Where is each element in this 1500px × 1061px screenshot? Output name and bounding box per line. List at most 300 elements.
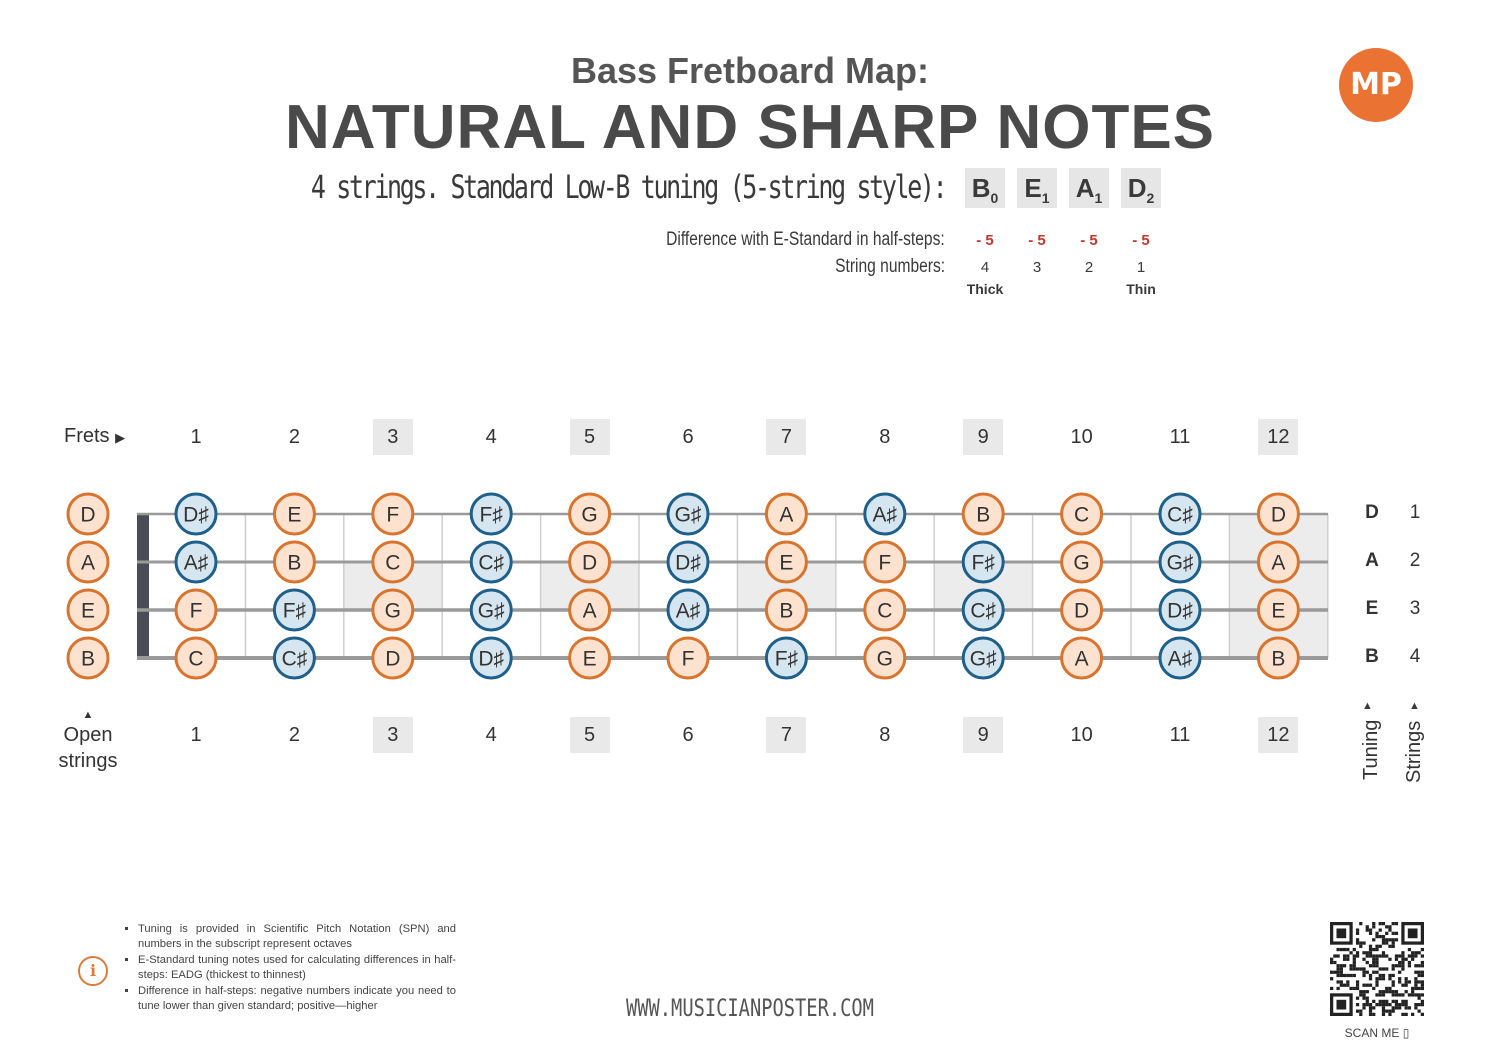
qr-module (1369, 948, 1372, 951)
qr-module (1362, 941, 1365, 944)
open-string-note-label: D (80, 503, 96, 527)
qr-module (1375, 945, 1378, 948)
fret-note-label: F♯ (971, 551, 995, 575)
frets-label: Frets ▶ (64, 425, 126, 447)
fret-number: 10 (1070, 426, 1093, 448)
qr-module (1385, 990, 1388, 993)
qr-module (1421, 971, 1424, 974)
fret-number: 8 (879, 426, 891, 448)
qr-module (1395, 958, 1398, 961)
qr-module (1353, 964, 1356, 967)
qr-module (1356, 967, 1359, 970)
qr-module (1382, 977, 1385, 980)
qr-module (1343, 984, 1346, 987)
qr-module (1418, 1010, 1421, 1013)
qr-module (1336, 974, 1339, 977)
qr-module (1362, 1006, 1365, 1009)
qr-module (1372, 961, 1375, 964)
qr-module (1401, 954, 1404, 957)
qr-module (1418, 993, 1421, 996)
diff-value: - 5 (1028, 232, 1046, 249)
string-number-side: 3 (1409, 598, 1421, 619)
fret-number: 11 (1169, 724, 1191, 746)
qr-module (1405, 1006, 1408, 1009)
qr-module (1408, 961, 1411, 964)
qr-module (1375, 980, 1378, 983)
qr-module (1359, 922, 1362, 925)
qr-module (1418, 971, 1421, 974)
qr-finder (1336, 1000, 1346, 1010)
qr-module (1336, 948, 1339, 951)
qr-module (1392, 1010, 1395, 1013)
fret-note-label: B (1271, 647, 1286, 671)
qr-module (1418, 964, 1421, 967)
qr-module (1385, 1010, 1388, 1013)
fret-number: 3 (373, 717, 413, 753)
qr-module (1356, 932, 1359, 935)
fret-note-label: G (581, 503, 598, 527)
qr-module (1379, 993, 1382, 996)
qr-module (1388, 928, 1391, 931)
fret-number: 12 (1258, 419, 1298, 455)
qr-module (1369, 932, 1372, 935)
qr-module (1340, 967, 1343, 970)
qr-module (1369, 964, 1372, 967)
qr-module (1349, 967, 1352, 970)
qr-module (1369, 928, 1372, 931)
qr-module (1382, 938, 1385, 941)
qr-module (1372, 987, 1375, 990)
qr-module (1398, 1006, 1401, 1009)
tuning-note: E (1024, 173, 1042, 203)
qr-module (1353, 967, 1356, 970)
string-number-side: 2 (1409, 550, 1421, 571)
qr-module (1392, 984, 1395, 987)
qr-module (1418, 951, 1421, 954)
fret-note-label: E (1271, 599, 1286, 623)
qr-module (1421, 948, 1424, 951)
qr-module (1366, 984, 1369, 987)
fret-note-label: D (582, 551, 598, 575)
qr-module (1353, 974, 1356, 977)
qr-module (1362, 984, 1365, 987)
qr-module (1353, 948, 1356, 951)
qr-module (1414, 954, 1417, 957)
qr-module (1366, 1003, 1369, 1006)
qr-module (1375, 932, 1378, 935)
qr-module (1421, 987, 1424, 990)
qr-module (1379, 967, 1382, 970)
qr-module (1388, 974, 1391, 977)
musicianposter-logo: MP (1339, 48, 1413, 122)
qr-module (1372, 964, 1375, 967)
qr-module (1340, 964, 1343, 967)
fret-number: 1 (190, 426, 202, 448)
string-number: 1 (1136, 259, 1146, 276)
qr-module (1414, 964, 1417, 967)
qr-module (1388, 1010, 1391, 1013)
qr-module (1414, 1006, 1417, 1009)
fret-note-label: D (1270, 503, 1286, 527)
qr-module (1408, 1006, 1411, 1009)
qr-module (1349, 964, 1352, 967)
qr-module (1382, 1000, 1385, 1003)
qr-module (1398, 964, 1401, 967)
qr-module (1379, 990, 1382, 993)
fret-note-label: G (1073, 551, 1090, 575)
fret-number: 8 (879, 724, 891, 746)
qr-module (1398, 1003, 1401, 1006)
qr-module (1382, 1006, 1385, 1009)
qr-module (1362, 993, 1365, 996)
qr-module (1388, 1013, 1391, 1016)
fret-number: 6 (682, 426, 694, 448)
fret-note-label: G (876, 647, 893, 671)
qr-module (1375, 993, 1378, 996)
fret-note-label: C♯ (1167, 503, 1193, 527)
fret-note-label: B (287, 551, 302, 575)
qr-module (1385, 1000, 1388, 1003)
qr-module (1372, 948, 1375, 951)
qr-module (1362, 951, 1365, 954)
qr-module (1359, 1013, 1362, 1016)
qr-module (1421, 1003, 1424, 1006)
tuning-vertical-label: Tuning (1360, 719, 1382, 780)
fret-number: 6 (682, 724, 694, 746)
thick-label: Thick (966, 281, 1004, 297)
qr-module (1421, 980, 1424, 983)
qr-module (1336, 964, 1339, 967)
qr-module (1401, 958, 1404, 961)
qr-module (1379, 922, 1382, 925)
qr-module (1398, 954, 1401, 957)
qr-module (1408, 954, 1411, 957)
qr-module (1330, 961, 1333, 964)
fret-number: 1 (190, 724, 202, 746)
qr-module (1395, 1000, 1398, 1003)
qr-module (1418, 997, 1421, 1000)
qr-module (1375, 961, 1378, 964)
qr-module (1382, 993, 1385, 996)
scan-me-label: SCAN ME ▯ (1344, 1026, 1410, 1040)
qr-module (1343, 964, 1346, 967)
qr-module (1369, 977, 1372, 980)
fret-note-label: F♯ (282, 599, 307, 623)
qr-module (1369, 984, 1372, 987)
qr-module (1401, 967, 1404, 970)
qr-module (1356, 1003, 1359, 1006)
open-arrow-icon: ▲ (82, 709, 94, 721)
fret-note-label: A (1074, 647, 1089, 671)
fret-note-label: E (582, 647, 597, 671)
string-number: 2 (1084, 259, 1094, 276)
qr-module (1372, 925, 1375, 928)
fret-note-label: C♯ (478, 551, 505, 575)
qr-module (1353, 961, 1356, 964)
qr-module (1421, 961, 1424, 964)
qr-module (1336, 987, 1339, 990)
fret-note-label: A♯ (675, 599, 701, 623)
qr-module (1379, 945, 1382, 948)
fret-number: 9 (963, 717, 1003, 753)
qr-module (1356, 987, 1359, 990)
qr-module (1395, 990, 1398, 993)
qr-module (1385, 938, 1388, 941)
qr-module (1336, 954, 1339, 957)
qr-module (1421, 964, 1424, 967)
qr-module (1392, 945, 1395, 948)
qr-module (1340, 984, 1343, 987)
fret-number: 2 (288, 724, 300, 746)
qr-module (1336, 967, 1339, 970)
qr-module (1340, 974, 1343, 977)
qr-module (1421, 984, 1424, 987)
qr-module (1359, 945, 1362, 948)
fret-note-label: G♯ (969, 647, 997, 671)
qr-module (1385, 954, 1388, 957)
qr-module (1362, 971, 1365, 974)
qr-module (1388, 990, 1391, 993)
qr-module (1421, 993, 1424, 996)
qr-module (1346, 974, 1349, 977)
fret-number: 10 (1070, 724, 1093, 746)
qr-module (1356, 984, 1359, 987)
fret-number: 7 (766, 419, 806, 455)
qr-module (1349, 987, 1352, 990)
qr-module (1366, 990, 1369, 993)
qr-module (1421, 1000, 1424, 1003)
qr-module (1362, 967, 1365, 970)
qr-module (1375, 971, 1378, 974)
open-string-note-label: B (80, 647, 96, 671)
qr-module (1379, 1000, 1382, 1003)
fret-note-label: G (384, 599, 401, 623)
qr-module (1330, 958, 1333, 961)
qr-module (1340, 948, 1343, 951)
fret-note-label: F♯ (479, 503, 503, 527)
fret-number: 5 (570, 419, 610, 455)
qr-module (1372, 958, 1375, 961)
qr-module (1382, 1013, 1385, 1016)
fret-note-label: F (681, 647, 695, 671)
qr-module (1392, 1006, 1395, 1009)
qr-code[interactable] (1330, 922, 1424, 1016)
qr-module (1356, 954, 1359, 957)
website-link[interactable]: WWW.MUSICIANPOSTER.COM (626, 994, 874, 1022)
qr-module (1414, 987, 1417, 990)
tuning-octave: 0 (990, 190, 999, 207)
fret-note-label: A (582, 599, 597, 623)
qr-module (1382, 974, 1385, 977)
qr-module (1356, 997, 1359, 1000)
qr-module (1382, 951, 1385, 954)
qr-module (1366, 961, 1369, 964)
qr-module (1356, 1010, 1359, 1013)
qr-module (1395, 954, 1398, 957)
diff-label: Difference with E-Standard in half-steps: (666, 229, 945, 250)
qr-module (1411, 987, 1414, 990)
qr-module (1359, 1010, 1362, 1013)
qr-module (1375, 958, 1378, 961)
fret-note-label: D (385, 647, 401, 671)
tuning-octave: 2 (1146, 190, 1155, 207)
tuning-letter: B (1365, 646, 1379, 667)
qr-module (1385, 941, 1388, 944)
qr-module (1333, 971, 1336, 974)
fret-number: 7 (766, 717, 806, 753)
qr-module (1353, 958, 1356, 961)
qr-module (1379, 977, 1382, 980)
fret-number: 12 (1258, 717, 1298, 753)
fret-note-label: A♯ (183, 551, 209, 575)
qr-module (1388, 925, 1391, 928)
qr-module (1411, 951, 1414, 954)
qr-module (1343, 974, 1346, 977)
qr-module (1366, 1000, 1369, 1003)
qr-module (1392, 1000, 1395, 1003)
qr-module (1411, 958, 1414, 961)
tuning-letter: D (1365, 502, 1379, 523)
qr-module (1395, 1006, 1398, 1009)
qr-module (1356, 941, 1359, 944)
play-arrow-icon: ▶ (115, 430, 126, 445)
qr-module (1392, 967, 1395, 970)
string-number: 4 (980, 259, 990, 276)
qr-module (1418, 987, 1421, 990)
qr-module (1388, 958, 1391, 961)
qr-module (1369, 1013, 1372, 1016)
qr-module (1401, 984, 1404, 987)
qr-module (1372, 938, 1375, 941)
qr-module (1401, 961, 1404, 964)
qr-module (1353, 954, 1356, 957)
nut (137, 514, 149, 658)
qr-module (1385, 925, 1388, 928)
fret-note-label: D♯ (183, 503, 209, 527)
qr-module (1356, 928, 1359, 931)
tuning-letter: A (1365, 550, 1379, 571)
qr-module (1359, 941, 1362, 944)
qr-module (1369, 954, 1372, 957)
qr-module (1385, 987, 1388, 990)
tuning-note: D (1127, 173, 1147, 203)
qr-module (1405, 980, 1408, 983)
qr-module (1392, 974, 1395, 977)
qr-module (1379, 935, 1382, 938)
qr-module (1411, 1013, 1414, 1016)
fret-note-label: D♯ (1167, 599, 1193, 623)
qr-module (1421, 1013, 1424, 1016)
open-string-note-label: E (80, 599, 96, 623)
qr-module (1414, 977, 1417, 980)
qr-module (1382, 1003, 1385, 1006)
qr-module (1362, 974, 1365, 977)
qr-module (1414, 971, 1417, 974)
qr-module (1408, 980, 1411, 983)
qr-module (1369, 951, 1372, 954)
fret-note-label: D (1074, 599, 1090, 623)
fret-note-label: D♯ (675, 551, 701, 575)
string-numbers-label: String numbers: (835, 256, 945, 277)
qr-module (1375, 964, 1378, 967)
qr-module (1340, 971, 1343, 974)
qr-module (1401, 1013, 1404, 1016)
qr-module (1395, 932, 1398, 935)
qr-module (1343, 958, 1346, 961)
qr-module (1398, 993, 1401, 996)
qr-module (1375, 935, 1378, 938)
tuning-note: B (971, 173, 991, 203)
qr-module (1336, 971, 1339, 974)
fret-note-label: F (189, 599, 203, 623)
qr-module (1372, 1000, 1375, 1003)
qr-module (1401, 993, 1404, 996)
footnote: ▪ Tuning is provided in Scientific Pitch Notation (SPN) and numbers in the subscript represent octaves (138, 922, 456, 952)
qr-module (1414, 984, 1417, 987)
tuning-note: A (1075, 173, 1095, 203)
qr-module (1346, 980, 1349, 983)
qr-module (1418, 980, 1421, 983)
qr-module (1405, 958, 1408, 961)
qr-module (1369, 1003, 1372, 1006)
qr-module (1408, 964, 1411, 967)
qr-module (1382, 1010, 1385, 1013)
thin-label: Thin (1126, 281, 1156, 297)
poster-subtitle: Bass Fretboard Map: (570, 50, 930, 91)
qr-module (1382, 922, 1385, 925)
qr-module (1333, 954, 1336, 957)
qr-module (1366, 971, 1369, 974)
fret-note-label: C♯ (281, 647, 308, 671)
tuning-octave: 1 (1041, 190, 1050, 207)
qr-module (1395, 993, 1398, 996)
qr-module (1395, 922, 1398, 925)
qr-module (1405, 1013, 1408, 1016)
fret-note-label: B (976, 503, 991, 527)
qr-module (1369, 1006, 1372, 1009)
qr-module (1349, 974, 1352, 977)
qr-module (1418, 1003, 1421, 1006)
fret-number: 4 (485, 724, 497, 746)
qr-module (1362, 990, 1365, 993)
qr-module (1369, 945, 1372, 948)
qr-module (1418, 974, 1421, 977)
qr-module (1379, 1003, 1382, 1006)
qr-module (1405, 977, 1408, 980)
qr-module (1385, 967, 1388, 970)
fret-note-label: A (1271, 551, 1286, 575)
qr-module (1392, 938, 1395, 941)
fret-note-label: A (779, 503, 794, 527)
fret-note-label: G♯ (477, 599, 505, 623)
qr-module (1330, 977, 1333, 980)
qr-module (1356, 938, 1359, 941)
fret-note-label: C (1074, 503, 1090, 527)
qr-module (1375, 1003, 1378, 1006)
qr-module (1401, 951, 1404, 954)
fret-number: 5 (570, 717, 610, 753)
qr-module (1362, 997, 1365, 1000)
qr-module (1379, 954, 1382, 957)
fret-number: 11 (1169, 426, 1191, 448)
qr-module (1375, 984, 1378, 987)
qr-module (1372, 1013, 1375, 1016)
qr-module (1372, 922, 1375, 925)
string-number: 3 (1032, 259, 1042, 276)
qr-module (1362, 958, 1365, 961)
fret-note-label: E (779, 551, 794, 575)
fret-note-label: C (877, 599, 893, 623)
